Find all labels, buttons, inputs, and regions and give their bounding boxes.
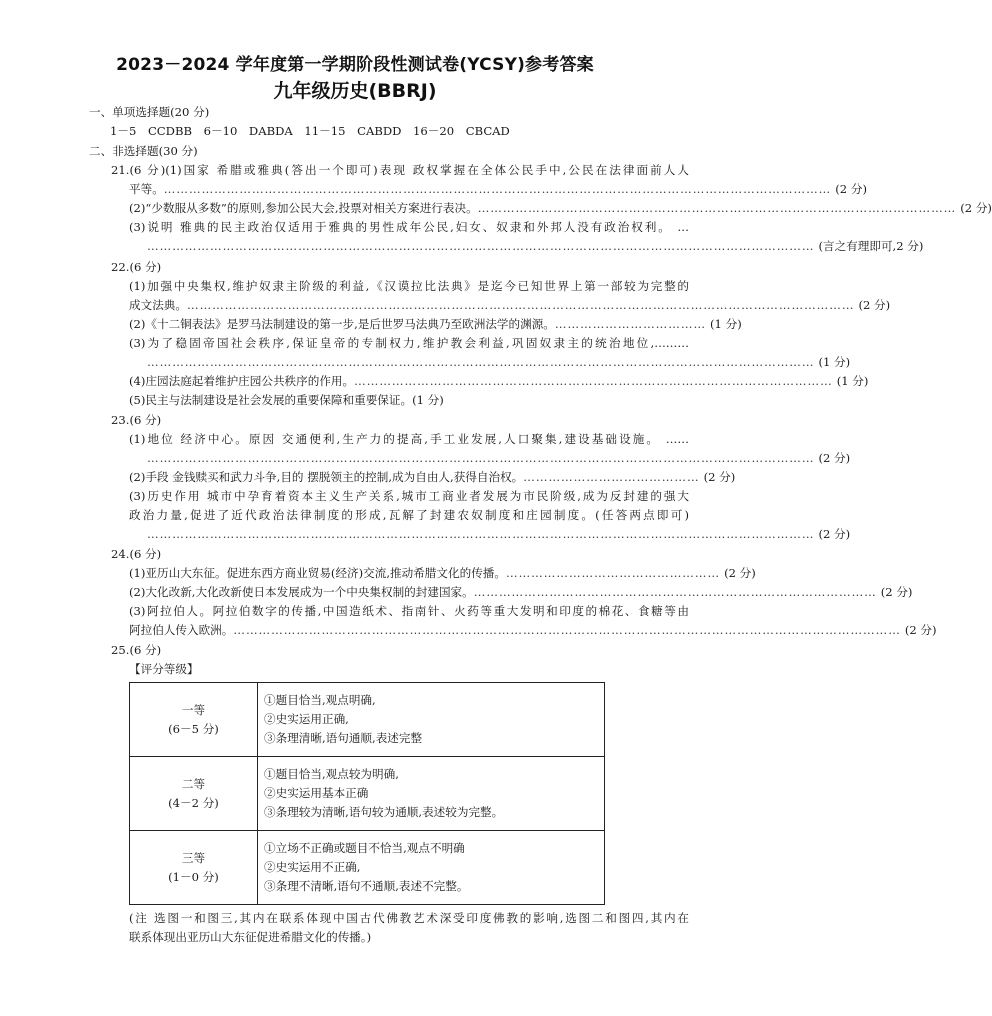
grade-criterion: ①题目恰当,观点较为明确, — [264, 767, 399, 781]
q23-line3 — [129, 470, 736, 485]
dot-leader: …………………………………………………………………………………………………… — [477, 201, 957, 215]
q25-heading: 25.(6 分) — [111, 643, 162, 657]
grade-criterion: ③条理不清晰,语句不通顺,表述不完整。 — [264, 879, 469, 893]
dot-leader: …………………………………………… — [505, 566, 721, 580]
q24-line1-points: (2 分) — [724, 566, 756, 580]
q22-line2-points: (2 分) — [858, 298, 891, 312]
grade-level-cell — [130, 831, 258, 905]
grading-row — [130, 831, 605, 905]
grade-criteria-cell — [258, 683, 605, 757]
q21-line2-points: (2 分) — [835, 182, 867, 196]
q21-line3 — [129, 201, 992, 216]
q24-line2-text: (2)大化改新,大化改新使日本发展成为一个中央集权制的封建国家。 — [129, 585, 474, 599]
dot-leader: …………………………………………………………………………………………………………………………………………… — [147, 451, 815, 465]
q22-line4: (3)为了稳固帝国社会秩序,保证皇帝的专制权力,维护教会利益,巩固奴隶主的统治地位,……… — [129, 336, 689, 350]
dot-leader: …………………………………………………………………………………………………………………………………………… — [163, 182, 832, 196]
q22-line2 — [129, 298, 891, 313]
dot-leader: …………………………………………………………………………………………………………………………………………… — [233, 623, 901, 637]
q24-line3: (3)阿拉伯人。阿拉伯数字的传播,中国造纸术、指南针、火药等重大发明和印度的棉花、食糖等由 — [129, 604, 689, 618]
q21-line4: (3)说明 雅典的民主政治仅适用于雅典的男性成年公民,妇女、奴隶和外邦人没有政治权利。 … — [129, 220, 689, 234]
q21-line5-points: (言之有理即可,2 分) — [818, 239, 924, 253]
q21-line1: 21.(6 分)(1)国家 希腊或雅典(答出一个即可)表现 政权掌握在全体公民手中,公民在法律面前人人 — [111, 163, 689, 177]
grading-title: 【评分等级】 — [129, 662, 199, 676]
q22-line6-text: (4)庄园法庭起着维护庄园公共秩序的作用。 — [129, 374, 355, 388]
grade-level-cell — [130, 757, 258, 831]
q21-line2-text: 平等。 — [129, 182, 164, 196]
q22-line1: (1)加强中央集权,维护奴隶主阶级的利益,《汉谟拉比法典》是迄今已知世界上第一部较为完整的 — [129, 279, 689, 293]
q23-line6 — [147, 527, 851, 542]
grade-criterion: ①立场不正确或题目不恰当,观点不明确 — [264, 841, 465, 855]
section1-answers: 1－5 CCDBB 6－10 DABDA 11－15 CABDD 16－20 CBCAD — [110, 124, 510, 138]
grade-criteria-cell — [258, 757, 605, 831]
q22-line6-points: (1 分) — [836, 374, 869, 388]
section1-heading: 一、单项选择题(20 分) — [89, 105, 210, 119]
q21-line5 — [147, 239, 924, 254]
q23-line3-text: (2)手段 金钱赎买和武力斗争,目的 摆脱领主的控制,成为自由人,获得自治权。 — [129, 470, 524, 484]
q25-note-line2: 联系体现出亚历山大东征促进希腊文化的传播。) — [129, 930, 372, 944]
q23-line6-points: (2 分) — [818, 527, 851, 541]
q24-line1 — [129, 566, 756, 581]
q23-line3-points: (2 分) — [703, 470, 736, 484]
q23-line1: (1)地位 经济中心。原因 交通便利,生产力的提高,手工业发展,人口聚集,建设基础设施。 …… — [129, 432, 689, 446]
q22-line3 — [129, 317, 742, 332]
dot-leader: …………………………………………………………………………………………………… — [354, 374, 833, 388]
q24-line1-text: (1)亚历山大东征。促进东西方商业贸易(经济)交流,推动希腊文化的传播。 — [129, 566, 506, 580]
grading-table — [129, 682, 605, 905]
q25-note-line1: (注 选图一和图三,其内在联系体现中国古代佛教艺术深受印度佛教的影响,选图二和图四,其内在 — [129, 911, 689, 925]
q22-line6 — [129, 374, 869, 389]
grade-level-range: (1－0 分) — [168, 869, 219, 884]
q23-line4: (3)历史作用 城市中孕育着资本主义生产关系,城市工商业者发展为市民阶级,成为反封建的强大 — [129, 489, 689, 503]
q24-line4-text: 阿拉伯人传入欧洲。 — [129, 623, 234, 637]
q22-line3-text: (2)《十二铜表法》是罗马法制建设的第一步,是后世罗马法典乃至欧洲法学的渊源。 — [129, 317, 555, 331]
grade-level-name: 二等 — [181, 776, 206, 791]
grade-level-range: (6－5 分) — [168, 721, 219, 736]
grade-level-name: 三等 — [181, 850, 206, 865]
grade-criterion: ②史实运用基本正确 — [264, 786, 369, 800]
section2-heading: 二、非选择题(30 分) — [89, 144, 198, 158]
q23-heading: 23.(6 分) — [111, 413, 162, 427]
q21-line2 — [129, 182, 867, 197]
dot-leader: ……………………………… — [554, 317, 707, 331]
grade-criteria-cell — [258, 831, 605, 905]
q23-line5: 政治力量,促进了近代政治法律制度的形成,瓦解了封建农奴制度和庄园制度。(任答两点即可) — [129, 508, 689, 522]
grade-criterion: ②史实运用正确, — [264, 712, 349, 726]
q24-line4-points: (2 分) — [904, 623, 937, 637]
q22-heading: 22.(6 分) — [111, 260, 162, 274]
q22-line5-points: (1 分) — [818, 355, 851, 369]
grading-row — [130, 683, 605, 757]
q22-line2-text: 成文法典。 — [129, 298, 187, 312]
q24-line4 — [129, 623, 937, 638]
q24-line2 — [129, 585, 913, 600]
q23-line2 — [147, 451, 851, 466]
q22-line5 — [147, 355, 851, 370]
grade-level-range: (4－2 分) — [168, 795, 219, 810]
dot-leader: …………………………………… — [523, 470, 700, 484]
grade-criterion: ③条理较为清晰,语句较为通顺,表述较为完整。 — [264, 805, 504, 819]
q21-line3-points: (2 分) — [960, 201, 992, 215]
q22-line3-points: (1 分) — [710, 317, 742, 331]
q22-line7: (5)民主与法制建设是社会发展的重要保障和重要保证。(1 分) — [129, 393, 444, 407]
q21-line3-text: (2)“少数服从多数”的原则,参加公民大会,投票对相关方案进行表决。 — [129, 201, 478, 215]
q24-line2-points: (2 分) — [880, 585, 913, 599]
dot-leader: …………………………………………………………………………………………………………………………………………… — [147, 355, 815, 369]
page-title: 2023－2024 学年度第一学期阶段性测试卷(YCSY)参考答案 — [116, 55, 594, 75]
dot-leader: …………………………………………………………………………………………………………………………………………… — [147, 239, 815, 253]
grade-criterion: ①题目恰当,观点明确, — [264, 693, 376, 707]
grading-row — [130, 757, 605, 831]
dot-leader: …………………………………………………………………………………… — [473, 585, 877, 599]
q23-line2-points: (2 分) — [818, 451, 851, 465]
grade-level-name: 一等 — [181, 702, 206, 717]
grade-criterion: ②史实运用不正确, — [264, 860, 361, 874]
grade-criterion: ③条理清晰,语句通顺,表述完整 — [264, 731, 423, 745]
dot-leader: …………………………………………………………………………………………………………………………………………… — [186, 298, 855, 312]
page-subtitle: 九年级历史(BBRJ) — [273, 80, 437, 102]
dot-leader: …………………………………………………………………………………………………………………………………………… — [147, 527, 815, 541]
q24-heading: 24.(6 分) — [111, 547, 162, 561]
grade-level-cell — [130, 683, 258, 757]
